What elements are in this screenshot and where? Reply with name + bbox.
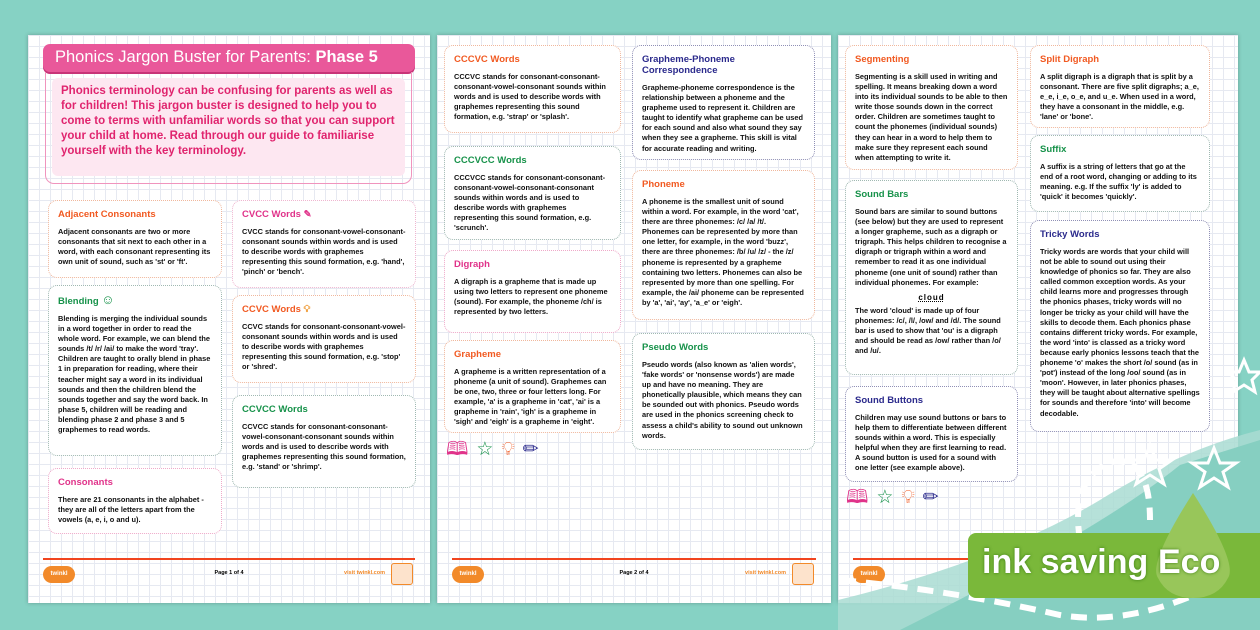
card-title: Adjacent Consonants: [58, 209, 156, 220]
card-title: Suffix: [1040, 144, 1067, 155]
card-text: Segmenting is a skill used in writing and spelling. It means breaking down a word into its individual sounds to be able to then write those sounds down in the correct order. Children are sometimes taught to count the phonemes (individual sounds) they can hear in a word to help them to make sure they represent each sound when attempting to write it.: [855, 72, 1008, 162]
pencil-icon: ✏︎: [922, 487, 939, 508]
card-title: Split Digraph: [1040, 54, 1100, 65]
twinkl-logo: twinkl: [452, 566, 484, 583]
pencil-icon: ✏︎: [522, 439, 539, 460]
intro-text: Phonics terminology can be confusing for parents as well as for children! This jargon buster is designed to help you to come to terms with unfamiliar words so that you can support your child at home. Read through our guide to familiarise yourself with the key terminology.: [52, 78, 405, 176]
card-text: A digraph is a grapheme that is made up using two letters to represent one phoneme (sound). For example, the phoneme /ch/ is represented by two letters.: [454, 277, 608, 317]
star-icon: ☆: [876, 487, 894, 508]
card-text: Sound bars are similar to sound buttons (see below) but they are used to represent a longer grapheme, such as a digraph or trigraph. This helps children to recognise a digraph or trigraph within a word and remember to read it as one individual phoneme (one unit of sound) rather than individual phonemes. For example:: [855, 207, 1007, 287]
title-text: Phonics Jargon Buster for Parents:: [55, 48, 316, 66]
card-text: Tricky words are words that your child will not be able to sound out using their knowledge of phonics so far. They are also called common exception words. As your child learns more and progresses through the phonics phases, tricky words will no longer be tricky as your child will have the skills to decode them. Each phonics phase contains different tricky words. For example, the word 'into' is classed as a tricky word because early phonics lessons teach that the phoneme 'o' makes the short /o/ sound (as in 'pot') instead of the long /oo/ sound (as in 'moon'. However, in later phonics phases, they will be taught about alternative spellings for sounds and therefore 'into' will become decodable.: [1040, 247, 1200, 418]
star-icon: [1228, 360, 1260, 392]
card-title: Pseudo Words: [642, 342, 709, 353]
card-text: CCVCC stands for consonant-consonant-vowel-consonant-consonant sounds within words and is used to describe words with graphemes representing this sound formation, e.g. 'stand' or 'shrimp'.: [242, 422, 406, 472]
twinkl-logo: twinkl: [853, 566, 885, 583]
card-title: CCCVC Words: [454, 54, 520, 65]
card-title: Sound Bars: [855, 189, 909, 200]
card-text-2: The word 'cloud' is made up of four phonemes: /c/, /l/, /ow/ and /d/. The sound bar is used to show that 'ou' is a digraph and should be read as /ow/ rather than /o/ and /u/.: [855, 305, 1001, 356]
pencil-icon: ✎: [303, 209, 312, 220]
card-text: Adjacent consonants are two or more consonants that sit next to each other in a word, with each consonant representing its own unit of sound, such as 'st' or 'ft'.: [58, 227, 211, 267]
card-title: Phoneme: [642, 179, 685, 190]
card-title: CVCC Words: [242, 209, 301, 220]
ink-saving-label: ink saving: [982, 543, 1149, 581]
card-title: Blending: [58, 296, 99, 307]
card-text: A suffix is a string of letters that go at the end of a root word, changing or adding to its meaning. e.g. If the suffix 'ly' is added to 'quick' it becomes 'quickly'.: [1040, 162, 1197, 202]
card-text: CCCVCC stands for consonant-consonant-consonant-vowel-consonant-consonant sounds within words and is used to describe words with graphemes representing this sound formation, e.g. 'scrunch'.: [454, 173, 606, 233]
card-title: Segmenting: [855, 54, 910, 65]
lightbulb-icon: 💡︎: [901, 487, 915, 508]
card-title: Grapheme-Phoneme Correspondence: [642, 54, 735, 76]
book-icon: 🕮︎: [446, 439, 469, 460]
card-text: There are 21 consonants in the alphabet - they are all of the letters apart from the vowels (a, e, i, o and u).: [58, 495, 204, 525]
title-phase: Phase 5: [315, 48, 378, 66]
star-icon: ☆: [476, 439, 494, 460]
card-title: CCCVCC Words: [454, 155, 527, 166]
visit-link[interactable]: visit twinkl.com: [344, 570, 385, 576]
card-text: CCCVC stands for consonant-consonant-consonant-vowel-consonant sounds within words and is used to describe words with graphemes representing this sound formation, e.g. 'strap' or 'splash'.: [454, 72, 606, 122]
card-text: Children may use sound buttons or bars to help them to differentiate between different sounds within a word. This is especially helpful when they are first learning to read. A sound button is used for a sound with one letter (see example above).: [855, 413, 1007, 473]
page-number: Page 1 of 4: [214, 570, 244, 576]
card-title: Grapheme: [454, 349, 501, 360]
card-title: Consonants: [58, 477, 113, 488]
lightbulb-icon: 💡︎: [303, 304, 311, 315]
ink-saving-badge: [968, 533, 1260, 598]
visit-link[interactable]: visit twinkl.com: [745, 570, 786, 576]
card-text: A split digraph is a digraph that is split by a consonant. There are five split digraphs; a_e, e_e, i_e, o_e, and u_e. When used in a word, they have a consonant in the middle, e.g. 'lane' or 'bone'.: [1040, 72, 1199, 122]
card-title: CCVC Words: [242, 304, 301, 315]
card-text: CVCC stands for consonant-vowel-consonant-consonant sounds within words and is used to describe words with graphemes representing this sound formation, e.g. 'hand', 'pinch' or 'bench'.: [242, 227, 406, 277]
book-icon: 🕮︎: [846, 487, 869, 508]
card-text: A grapheme is a written representation of a phoneme (a unit of sound). Graphemes can be one, two, three or four letters long. For example, 'a' is a grapheme in 'cat', 'ai' is a grapheme in 'rain', 'igh' is a grapheme in 'sigh' and 'eigh' is a grapheme in 'eight'.: [454, 367, 607, 427]
sound-bar-example: cloud: [918, 292, 945, 302]
eco-label: Eco: [1158, 543, 1221, 581]
lightbulb-icon: 💡︎: [501, 439, 515, 460]
card-text: A phoneme is the smallest unit of sound within a word. For example, in the word 'cat', there are three phonemes: /c/ /a/ /t/. Phonemes can be represented by more than one letter, for example, in the word 'buzz', there are three phonemes: /b/ /u/ /z/ - the /z/ phoneme is represented by a grapheme containing two letters. Phonemes can also be represented by more than one spelling. For example, the /ai/ phoneme can be represented by 'a', 'ai', 'ay', 'a_e' or 'eigh'.: [642, 197, 804, 307]
card-text: Blending is merging the individual sounds in a word together in order to read the whole word. For example, we can blend the sounds /t/ /r/ /ai/ to make the word 'tray'. Children are taught to orally blend in phase 1 in preparation for reading, where their teacher might say a word in its individual sounds and then the children blend the sounds together and say the word back. In phase 5, children will be reading and blending phase 2 and phase 3 and 5 graphemes to read words.: [58, 314, 211, 435]
card-text: Grapheme-phoneme correspondence is the relationship between a phoneme and the grapheme used to represent it. Children are taught to identify what grapheme can be used for each sound and also what sound they say when they see a grapheme. This skill is vital for accurate reading and writing.: [642, 83, 803, 153]
card-text: CCVC stands for consonant-consonant-vowel-consonant sounds within words and is used to describe words with graphemes representing this sound formation, e.g. 'stop' or 'shred'.: [242, 322, 406, 372]
twinkl-logo: twinkl: [43, 566, 75, 583]
smiley-icon: ☺: [101, 292, 115, 307]
card-title: CCVCC Words: [242, 404, 308, 415]
card-title: Digraph: [454, 259, 490, 270]
page-number: Page 2 of 4: [619, 570, 649, 576]
card-title: Tricky Words: [1040, 229, 1100, 240]
card-text: Pseudo words (also known as 'alien words', 'fake words' or 'nonsense words') are made up and have no meaning. They are phonetically plausible, which means they can be sounded out with phonics. Pseudo words are used in the phonics screening check to assess a child's ability to sound out unknown words.: [642, 360, 803, 440]
card-title: Sound Buttons: [855, 395, 924, 406]
